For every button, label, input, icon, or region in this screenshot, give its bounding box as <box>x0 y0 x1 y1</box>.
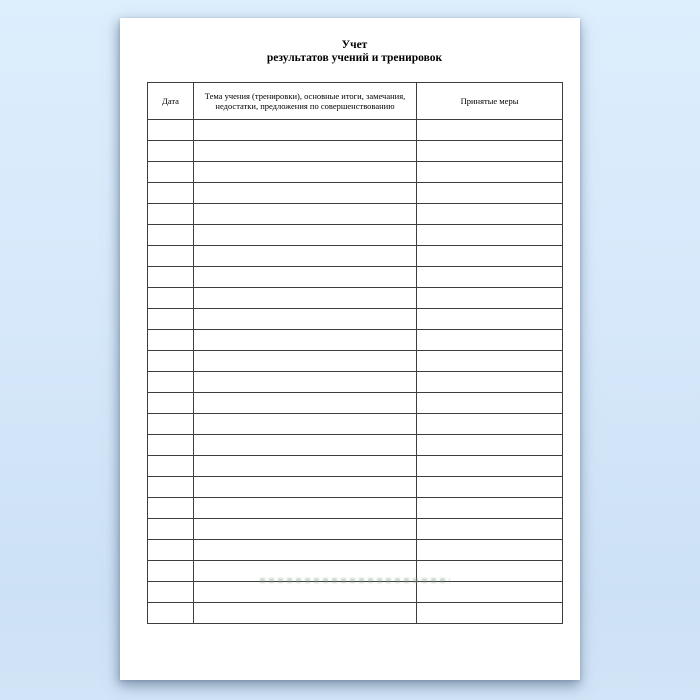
empty-cell <box>148 477 194 498</box>
table-row <box>148 246 563 267</box>
empty-cell <box>417 603 563 624</box>
empty-cell <box>148 120 194 141</box>
empty-cell <box>194 267 417 288</box>
empty-cell <box>194 183 417 204</box>
empty-cell <box>194 372 417 393</box>
empty-cell <box>194 225 417 246</box>
table-row <box>148 582 563 603</box>
table-row <box>148 309 563 330</box>
empty-cell <box>194 204 417 225</box>
empty-cell <box>148 393 194 414</box>
empty-cell <box>417 267 563 288</box>
empty-cell <box>194 288 417 309</box>
table-row <box>148 204 563 225</box>
empty-cell <box>417 582 563 603</box>
empty-cell <box>417 246 563 267</box>
empty-cell <box>417 477 563 498</box>
empty-cell <box>148 246 194 267</box>
empty-cell <box>148 225 194 246</box>
title-line-2: результатов учений и тренировок <box>266 52 443 64</box>
empty-cell <box>417 372 563 393</box>
empty-cell <box>194 540 417 561</box>
empty-cell <box>417 540 563 561</box>
title-line-1: Учет <box>341 39 368 51</box>
empty-cell <box>148 414 194 435</box>
empty-cell <box>194 519 417 540</box>
table-row <box>148 435 563 456</box>
empty-cell <box>417 393 563 414</box>
empty-cell <box>148 204 194 225</box>
empty-cell <box>148 456 194 477</box>
empty-cell <box>417 498 563 519</box>
empty-cell <box>194 120 417 141</box>
table-row <box>148 288 563 309</box>
empty-cell <box>417 183 563 204</box>
document-page <box>120 18 580 680</box>
empty-cell <box>417 225 563 246</box>
empty-cell <box>194 141 417 162</box>
empty-cell <box>194 162 417 183</box>
empty-cell <box>194 582 417 603</box>
empty-cell <box>194 309 417 330</box>
empty-cell <box>148 183 194 204</box>
table-row <box>148 498 563 519</box>
empty-cell <box>194 414 417 435</box>
empty-cell <box>417 309 563 330</box>
empty-cell <box>148 372 194 393</box>
empty-cell <box>194 498 417 519</box>
empty-cell <box>417 414 563 435</box>
table-row <box>148 162 563 183</box>
empty-cell <box>417 120 563 141</box>
table-row <box>148 414 563 435</box>
empty-cell <box>417 561 563 582</box>
table-body <box>148 120 563 624</box>
document-title <box>147 39 562 65</box>
empty-cell <box>148 582 194 603</box>
table-row <box>148 141 563 162</box>
table-row <box>148 456 563 477</box>
table-row <box>148 603 563 624</box>
table-row <box>148 351 563 372</box>
empty-cell <box>417 351 563 372</box>
results-table <box>147 82 563 624</box>
empty-cell <box>417 330 563 351</box>
empty-cell <box>148 288 194 309</box>
empty-cell <box>194 603 417 624</box>
table-row <box>148 267 563 288</box>
table-row <box>148 540 563 561</box>
empty-cell <box>148 519 194 540</box>
table-row <box>148 477 563 498</box>
empty-cell <box>194 456 417 477</box>
table-row <box>148 183 563 204</box>
empty-cell <box>417 204 563 225</box>
empty-cell <box>194 330 417 351</box>
empty-cell <box>148 540 194 561</box>
empty-cell <box>417 435 563 456</box>
empty-cell <box>194 435 417 456</box>
empty-cell <box>148 267 194 288</box>
empty-cell <box>148 498 194 519</box>
empty-cell <box>417 456 563 477</box>
empty-cell <box>148 309 194 330</box>
empty-cell <box>148 603 194 624</box>
empty-cell <box>148 330 194 351</box>
empty-cell <box>194 351 417 372</box>
table-row <box>148 330 563 351</box>
empty-cell <box>417 141 563 162</box>
header-cell-measures: Принятые меры <box>417 83 563 120</box>
table-header-row <box>148 83 563 120</box>
empty-cell <box>148 351 194 372</box>
table-row <box>148 120 563 141</box>
empty-cell <box>417 162 563 183</box>
empty-cell <box>194 477 417 498</box>
empty-cell <box>148 435 194 456</box>
empty-cell <box>194 246 417 267</box>
empty-cell <box>417 519 563 540</box>
table-row <box>148 225 563 246</box>
header-cell-topic: Тема учения (тренировки), основные итоги, замечания, недостатки, предложения по совершенствованию <box>194 83 417 120</box>
table-row <box>148 561 563 582</box>
empty-cell <box>194 393 417 414</box>
empty-cell <box>148 561 194 582</box>
empty-cell <box>417 288 563 309</box>
empty-cell <box>194 561 417 582</box>
header-cell-date: Дата <box>148 83 194 120</box>
table-row <box>148 519 563 540</box>
table-header <box>148 83 563 120</box>
table-row <box>148 393 563 414</box>
table-row <box>148 372 563 393</box>
empty-cell <box>148 141 194 162</box>
empty-cell <box>148 162 194 183</box>
